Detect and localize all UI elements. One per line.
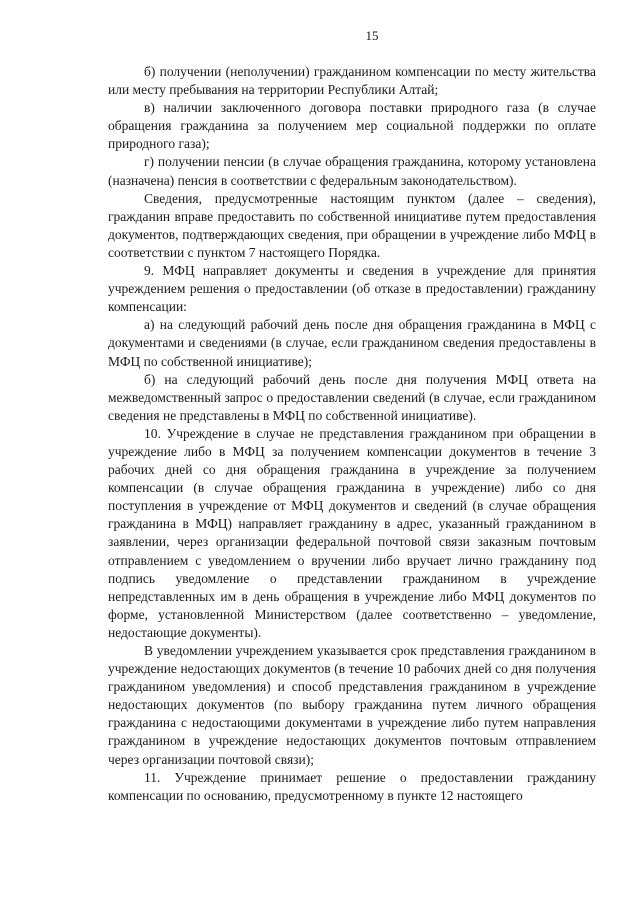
paragraph-clause-9: 9. МФЦ направляет документы и сведения в учреждение для принятия учреждением решения о предоставлении (об отказе в предоставлении) гражданину компенсации:: [108, 263, 596, 315]
paragraph-item-g: г) получении пенсии (в случае обращения гражданина, которому установлена (назначена) пенсия в соответствии с федеральным законодательством).: [108, 154, 596, 188]
paragraph-information: Сведения, предусмотренные настоящим пунктом (далее – сведения), гражданин вправе предоставить по собственной инициативе путем предоставления документов, подтверждающих сведения, при обращении в учреждение либо МФЦ в соответствии с пунктом 7 настоящего Порядка.: [108, 190, 596, 260]
paragraph-item-b: б) получении (неполучении) гражданином компенсации по месту жительства или месту пребывания на территории Республики Алтай;: [108, 64, 596, 98]
paragraph-clause-10: 10. Учреждение в случае не представления гражданином при обращении в учреждение либо в МФЦ за получением компенсации документов в течение 3 рабочих дней со дня обращения гражданина в учреждение за получением компенсации (в случае обращения гражданина в учреждение) либо со дня поступления в учреждение от МФЦ документов и сведений (в случае обращения гражданина в МФЦ) направляет гражданину в адрес, указанный гражданином в заявлении, через организации федеральной почтовой связи заказным почтовым отправлением с уведомлением о вручении либо вручает лично гражданину под подпись уведомление о представлении гражданином в учреждение непредставленных им в день обращения в учреждение либо МФЦ документов по форме, установленной Министерством (далее соответственно – уведомление, недостающие документы).: [108, 425, 596, 640]
paragraph-notification: В уведомлении учреждением указывается срок представления гражданином в учреждение недостающих документов (в течение 10 рабочих дней со дня получения гражданином уведомления) и способ представления гражданином в учреждение недостающих документов (по выбору гражданина путем личного обращения гражданина с недостающими документами в учреждение либо путем направления гражданином в учреждение недостающих документов почтовым отправлением через организации почтовой связи);: [108, 643, 596, 767]
paragraph-clause-9-b: б) на следующий рабочий день после дня получения МФЦ ответа на межведомственный запрос о предоставлении сведений (в случае, если гражданином сведения не представлены в МФЦ по собственной инициативе).: [108, 371, 596, 423]
paragraph-clause-11: 11. Учреждение принимает решение о предоставлении гражданину компенсации по основанию, предусмотренному в пункте 12 настоящего: [108, 769, 596, 803]
paragraph-clause-9-a: а) на следующий рабочий день после дня обращения гражданина в МФЦ с документами и сведениями (в случае, если гражданином сведения предоставлены в МФЦ по собственной инициативе);: [108, 317, 596, 369]
paragraph-item-v: в) наличии заключенного договора поставки природного газа (в случае обращения гражданина за получением мер социальной поддержки по оплате природного газа);: [108, 100, 596, 152]
page-number: 15: [365, 28, 379, 43]
